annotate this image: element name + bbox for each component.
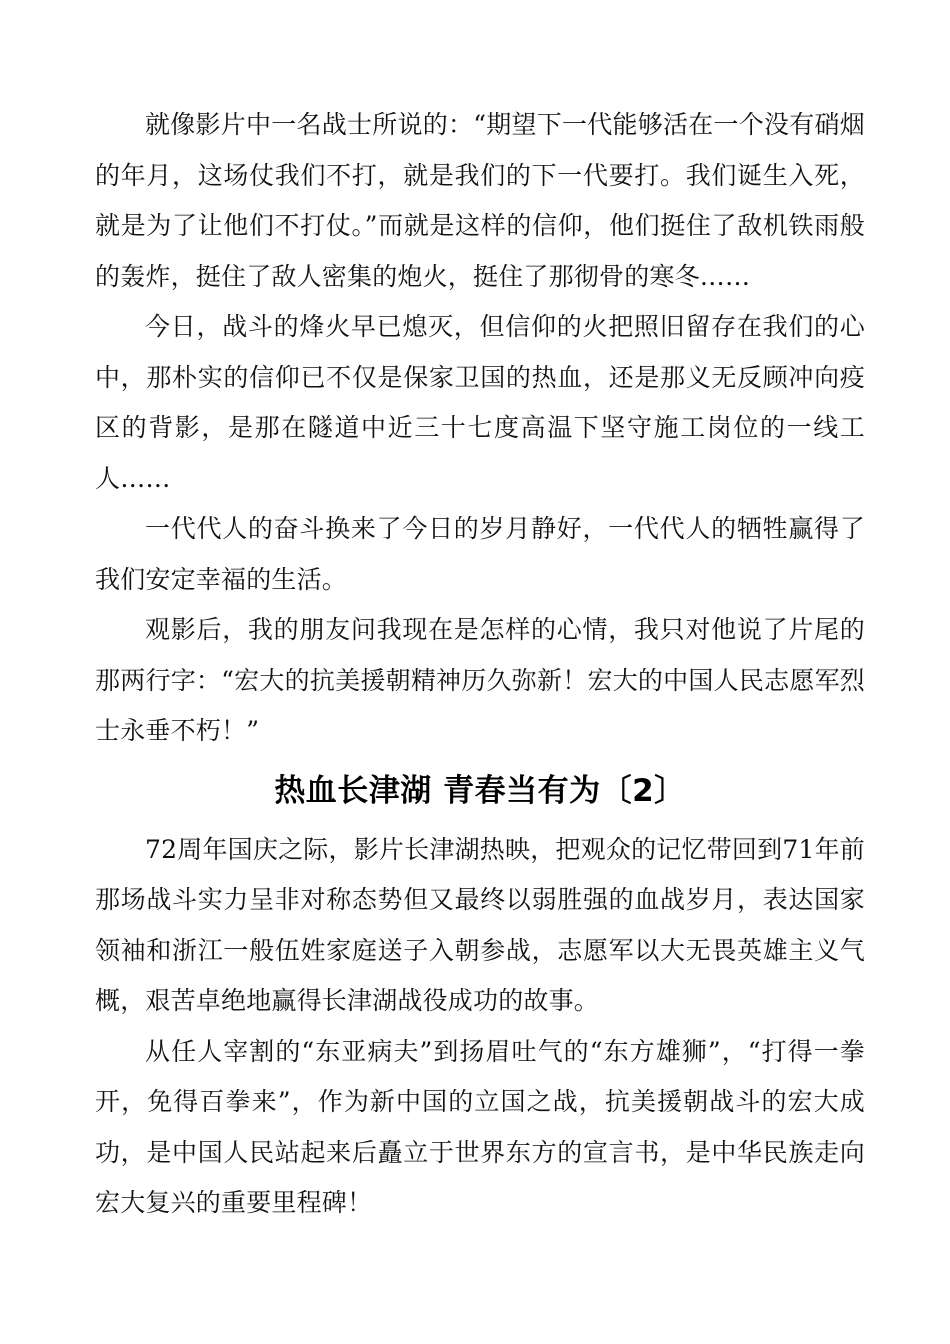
document-page bbox=[95, 100, 865, 1229]
paragraph: 72周年国庆之际，影片长津湖热映，把观众的记忆带回到71年前那场战斗实力呈非对称态势但又最终以弱胜强的血战岁月，表达国家领袖和浙江一般伍姓家庭送子入朝参战，志愿军以大无畏英雄主义气概，艰苦卓绝地赢得长津湖战役成功的故事。 bbox=[95, 834, 865, 1015]
paragraph: 从任人宰割的“东亚病夫”到扬眉吐气的“东方雄狮”，“打得一拳开，免得百拳来”，作为新中国的立国之战，抗美援朝战斗的宏大成功，是中国人民站起来后矗立于世界东方的宣言书，是中华民族走向宏大复兴的重要里程碑！ bbox=[95, 1036, 865, 1217]
paragraph: 就像影片中一名战士所说的：“期望下一代能够活在一个没有硝烟的年月，这场仗我们不打，就是我们的下一代要打。我们诞生入死，就是为了让他们不打仗。”而就是这样的信仰，他们挺住了敌机铁雨般的轰炸，挺住了敌人密集的炮火，挺住了那彻骨的寒冬…… bbox=[95, 110, 865, 291]
paragraph: 今日，战斗的烽火早已熄灭，但信仰的火把照旧留存在我们的心中，那朴实的信仰已不仅是保家卫国的热血，还是那义无反顾冲向疫区的背影，是那在隧道中近三十七度高温下坚守施工岗位的一线工人…… bbox=[95, 312, 865, 493]
paragraph: 观影后，我的朋友问我现在是怎样的心情，我只对他说了片尾的那两行字：“宏大的抗美援朝精神历久弥新！宏大的中国人民志愿军烈士永垂不朽！” bbox=[95, 615, 865, 745]
paragraph: 一代代人的奋斗换来了今日的岁月静好，一代代人的牺牲赢得了我们安定幸福的生活。 bbox=[95, 514, 865, 594]
section-title: 热血长津湖 青春当有为〔2〕 bbox=[274, 772, 686, 809]
